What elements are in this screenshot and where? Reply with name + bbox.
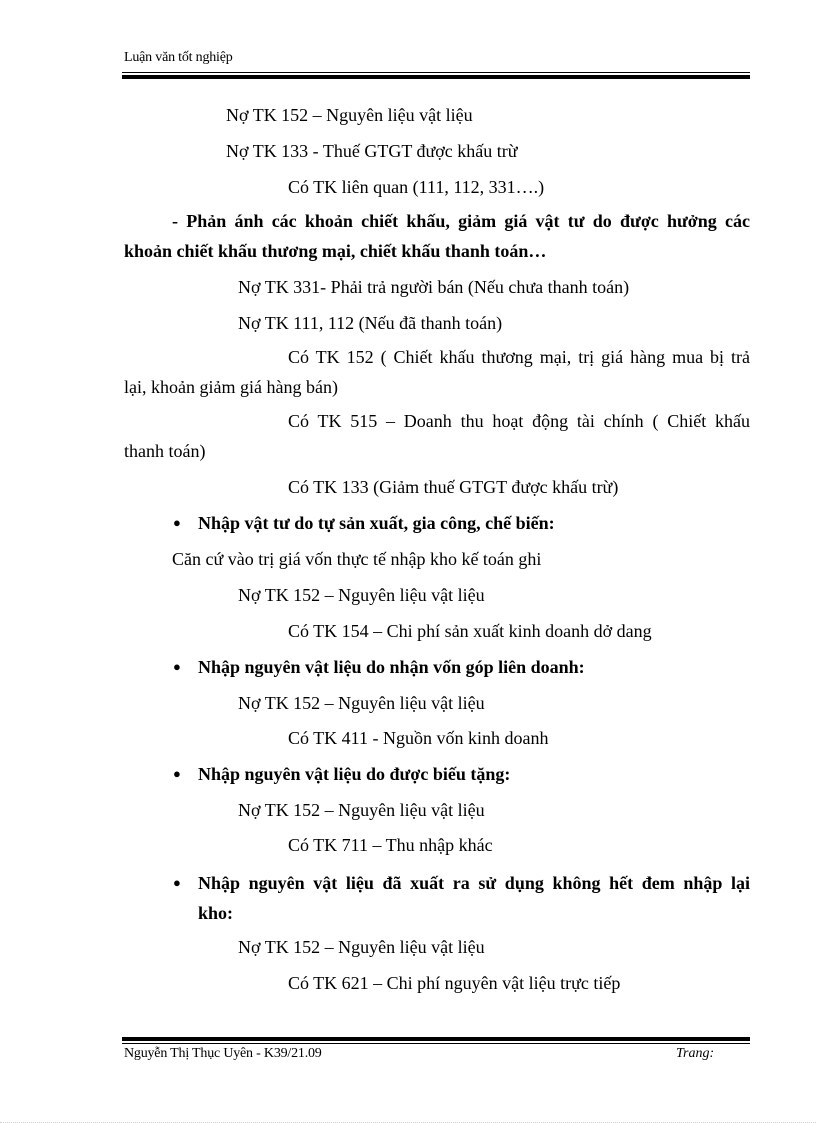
entry-debit-111-112: Nợ TK 111, 112 (Nếu đã thanh toán) [238,313,503,333]
header-rule-thick [122,75,750,79]
entry-credit-152-line1: Có TK 152 ( Chiết khấu thương mại, trị giá hàng mua bị trả [288,347,750,367]
section-capital-contribution-heading: Nhập nguyên vật liệu do nhận vốn góp liên doanh: [198,657,585,677]
bullet-icon: ● [173,515,181,530]
entry-credit-related: Có TK liên quan (111, 112, 331….) [288,177,545,197]
bullet-icon: ● [173,659,181,674]
footer-page-label: Trang: [676,1046,715,1061]
section-discount-heading-line1: - Phản ánh các khoản chiết khấu, giảm giá vật tư do được hưởng các [172,211,750,231]
bullet-icon: ● [173,875,181,890]
entry-debit-133: Nợ TK 133 - Thuế GTGT được khấu trừ [226,141,518,161]
entry-credit-154: Có TK 154 – Chi phí sản xuất kinh doanh dở dang [288,621,652,641]
header-rule-thin [122,72,750,73]
section-self-produced-heading: Nhập vật tư do tự sản xuất, gia công, chế biến: [198,513,555,533]
entry-debit-152-b: Nợ TK 152 – Nguyên liệu vật liệu [238,585,485,605]
footer-author: Nguyễn Thị Thục Uyên - K39/21.09 [124,1046,322,1061]
entry-credit-515-line2: thanh toán) [124,441,206,461]
entry-debit-152-e: Nợ TK 152 – Nguyên liệu vật liệu [238,937,485,957]
section-returned-material-heading-line2: kho: [198,903,234,923]
entry-debit-331: Nợ TK 331- Phải trả người bán (Nếu chưa thanh toán) [238,277,630,297]
section-gift-heading: Nhập nguyên vật liệu do được biếu tặng: [198,764,511,784]
entry-credit-133: Có TK 133 (Giảm thuế GTGT được khấu trừ) [288,477,619,497]
entry-credit-152-line2: lại, khoản giảm giá hàng bán) [124,377,338,397]
section-discount-heading-line2: khoản chiết khấu thương mại, chiết khấu thanh toán… [124,241,547,261]
entry-credit-515-line1: Có TK 515 – Doanh thu hoạt động tài chính ( Chiết khấu [288,411,750,431]
entry-credit-621: Có TK 621 – Chi phí nguyên vật liệu trực tiếp [288,973,621,993]
section-returned-material-heading-line1: Nhập nguyên vật liệu đã xuất ra sử dụng không hết đem nhập lại [198,873,750,893]
footer-rule-thin [122,1043,750,1044]
entry-debit-152: Nợ TK 152 – Nguyên liệu vật liệu [226,105,473,125]
running-header: Luận văn tốt nghiệp [124,50,233,65]
entry-debit-152-c: Nợ TK 152 – Nguyên liệu vật liệu [238,693,485,713]
body-text-basis: Căn cứ vào trị giá vốn thực tế nhập kho kế toán ghi [172,549,542,569]
entry-credit-411: Có TK 411 - Nguồn vốn kinh doanh [288,728,549,748]
entry-credit-711: Có TK 711 – Thu nhập khác [288,835,493,855]
entry-debit-152-d: Nợ TK 152 – Nguyên liệu vật liệu [238,800,485,820]
footer-rule-thick [122,1037,750,1041]
bullet-icon: ● [173,766,181,781]
